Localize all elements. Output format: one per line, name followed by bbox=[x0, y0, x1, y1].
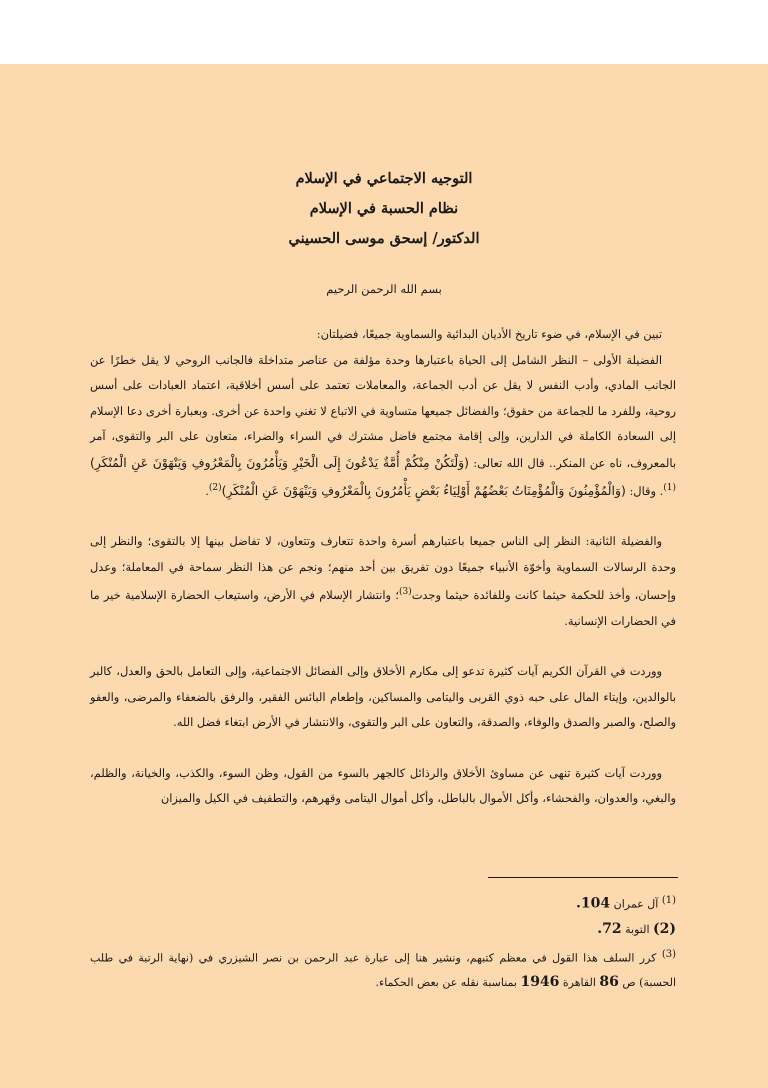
footnote-3-text-b: القاهرة bbox=[562, 976, 596, 990]
document-author: الدكتور/ إسحق موسى الحسيني bbox=[288, 230, 480, 247]
document-page bbox=[0, 64, 768, 1088]
top-margin bbox=[0, 0, 768, 64]
footnote-1 bbox=[90, 888, 676, 917]
footnote-3-text-c: بمناسبة نقله عن بعض الحكماء. bbox=[375, 976, 517, 990]
first-virtue-connector: وقال: bbox=[629, 483, 656, 498]
footnote-3 bbox=[90, 942, 676, 996]
footnote-2-text: التوبة bbox=[625, 922, 650, 936]
footnote-1-text: آل عمران bbox=[613, 897, 659, 911]
article-body bbox=[90, 322, 676, 812]
virtues-verses-paragraph: ووردت في القرآن الكريم آيات كثيرة تدعو إلى مكارم الأخلاق وإلى الفضائل الاجتماعية، وإلى التعامل بالحق والعدل، كالبر بالوالدين، وإيتاء المال على حبه ذوي القربى واليتامى والمساكين، وإطعام البائس الفقير، والرفق بالضعفاء والمرضى، والعفو والصلح، والصبر والصدق والوفاء، والصدقة، والتعاون على البر والتقوى، والانتشار في الأرض ابتغاء فضل الله. bbox=[90, 664, 676, 730]
footnote-3-page: 86 bbox=[599, 974, 619, 991]
footnote-1-number: (1) bbox=[661, 895, 676, 906]
footnote-ref-3[interactable]: (3) bbox=[398, 587, 412, 598]
footnote-2-number: (2) bbox=[653, 920, 676, 937]
first-virtue-paragraph: الفضيلة الأولى – النظر الشامل إلى الحياة باعتبارها وحدة مؤلفة من عناصر متداخلة فالجانب الروحي لا يقل خطرًا عن الجانب المادي، وأدب النفس لا يقل عن أدب الجماعة، والمعاملات تعتمد على أسس أخلاقية، اعتماد العبادات على أسس روحية، وللفرد ما للجماعة من حقوق؛ والفضائل جميعها متساوية في الاتباع لا تغني واحدة عن أخرى. وبعبارة أخرى دعا الإسلام إلى السعادة الكاملة في الدارين، وإلى إقامة مجتمع فاضل مشترك في السراء والضراء، متعاون على البر والتقوى، آمر بالمعروف، ناه عن المنكر.. قال الله تعالى: (وَلْتَكُنْ مِنْكُمْ أُمَّةٌ يَدْعُونَ إِلَى الْخَيْرِ وَيَأْمُرُونَ بِالْمَعْرُوفِ وَيَنْهَوْنَ عَنِ الْمُنْكَرِ)$^{(1)}$. وقال: (وَالْمُؤْمِنُونَ وَالْمُؤْمِنَاتُ بَعْضُهُمْ أَوْلِيَاءُ بَعْضٍ يَأْمُرُونَ بِالْمَعْرُوفِ وَيَنْهَوْنَ عَنِ الْمُنْكَرِ)$^{(2)}$. bbox=[90, 352, 676, 498]
footnote-ref-2[interactable]: (2) bbox=[208, 483, 222, 493]
footnote-3-text-a: كرر السلف هذا القول في معظم كتبهم، ونشير هنا إلى عبارة عبد الرحمن بن نصر الشيزري في (نهاية الرتبة في طلب الحسبة) ص bbox=[90, 951, 676, 990]
footnote-1-verse: 104. bbox=[576, 895, 611, 912]
footnote-divider bbox=[488, 877, 678, 878]
vices-verses-paragraph: ووردت آيات كثيرة تنهى عن مساوئ الأخلاق والرذائل كالجهر بالسوء من القول، وظن السوء، والكذب، والخيانة، والظلم، والبغي، والعدوان، والفحشاء، وأكل الأموال بالباطل، وأكل أموال اليتامى وقهرهم، والتطفيف في الكيل والميزان bbox=[90, 765, 676, 806]
footnote-2 bbox=[90, 917, 676, 942]
intro-paragraph: تبين في الإسلام، في ضوء تاريخ الأديان البدائية والسماوية جميعًا، فضيلتان: bbox=[316, 327, 662, 341]
second-virtue-text: والفضيلة الثانية: النظر إلى الناس جميعا باعتبارهم أسرة واحدة تتعارف وتتعاون، لا تفاضل بينها إلا بالتقوى؛ والنظر إلى وحدة الرسالات السماوية وأخوّة الأنبياء جميعًا دون تفريق بين أحد منهم؛ ونجم عن هذا النظر سماحة في المعاملة؛ وعدل وإحسان، وأخذ للحكمة حيثما كانت وللفائدة حيثما وجدت bbox=[90, 534, 677, 603]
quran-verse-2: (وَالْمُؤْمِنُونَ وَالْمُؤْمِنَاتُ بَعْضُهُمْ أَوْلِيَاءُ بَعْضٍ يَأْمُرُونَ بِالْمَعْرُوفِ وَيَنْهَوْنَ عَنِ الْمُنْكَرِ) bbox=[221, 482, 626, 498]
footnote-3-number: (3) bbox=[661, 948, 676, 960]
document-header bbox=[0, 164, 768, 254]
footnote-2-verse: 72. bbox=[597, 920, 622, 937]
footnotes bbox=[90, 888, 676, 995]
document-subtitle: نظام الحسبة في الإسلام bbox=[309, 200, 459, 217]
quran-verse-1: (وَلْتَكُنْ مِنْكُمْ أُمَّةٌ يَدْعُونَ إِلَى الْخَيْرِ وَيَأْمُرُونَ بِالْمَعْرُوفِ وَيَنْهَوْنَ عَنِ الْمُنْكَرِ) bbox=[90, 454, 469, 470]
document-title: التوجيه الاجتماعي في الإسلام bbox=[295, 170, 473, 187]
first-virtue-text: الفضيلة الأولى – النظر الشامل إلى الحياة باعتبارها وحدة مؤلفة من عناصر متداخلة فالجانب الروحي لا يقل خطرًا عن الجانب المادي، وأدب النفس لا يقل عن أدب الجماعة، والمعاملات تعتمد على أسس أخلاقية، اعتماد العبادات على أسس روحية، وللفرد ما للجماعة من حقوق؛ والفضائل جميعها متساوية في الاتباع لا تغني واحدة عن أخرى. وبعبارة أخرى دعا الإسلام إلى السعادة الكاملة في الدارين، وإلى إقامة مجتمع فاضل مشترك في السراء والضراء، متعاون على البر والتقوى، آمر بالمعروف، ناه عن المنكر.. قال الله تعالى: bbox=[90, 352, 676, 470]
basmala: بسم الله الرحمن الرحيم bbox=[326, 282, 442, 296]
footnote-3-year: 1946 bbox=[520, 974, 560, 991]
second-virtue-paragraph bbox=[90, 529, 676, 634]
second-virtue-tail: ؛ وانتشار الإسلام في الأرض، واستيعاب الحضارة الإسلامية خير ما في الحضارات الإنسانية. bbox=[90, 588, 676, 628]
footnote-ref-1[interactable]: (1) bbox=[663, 483, 676, 493]
